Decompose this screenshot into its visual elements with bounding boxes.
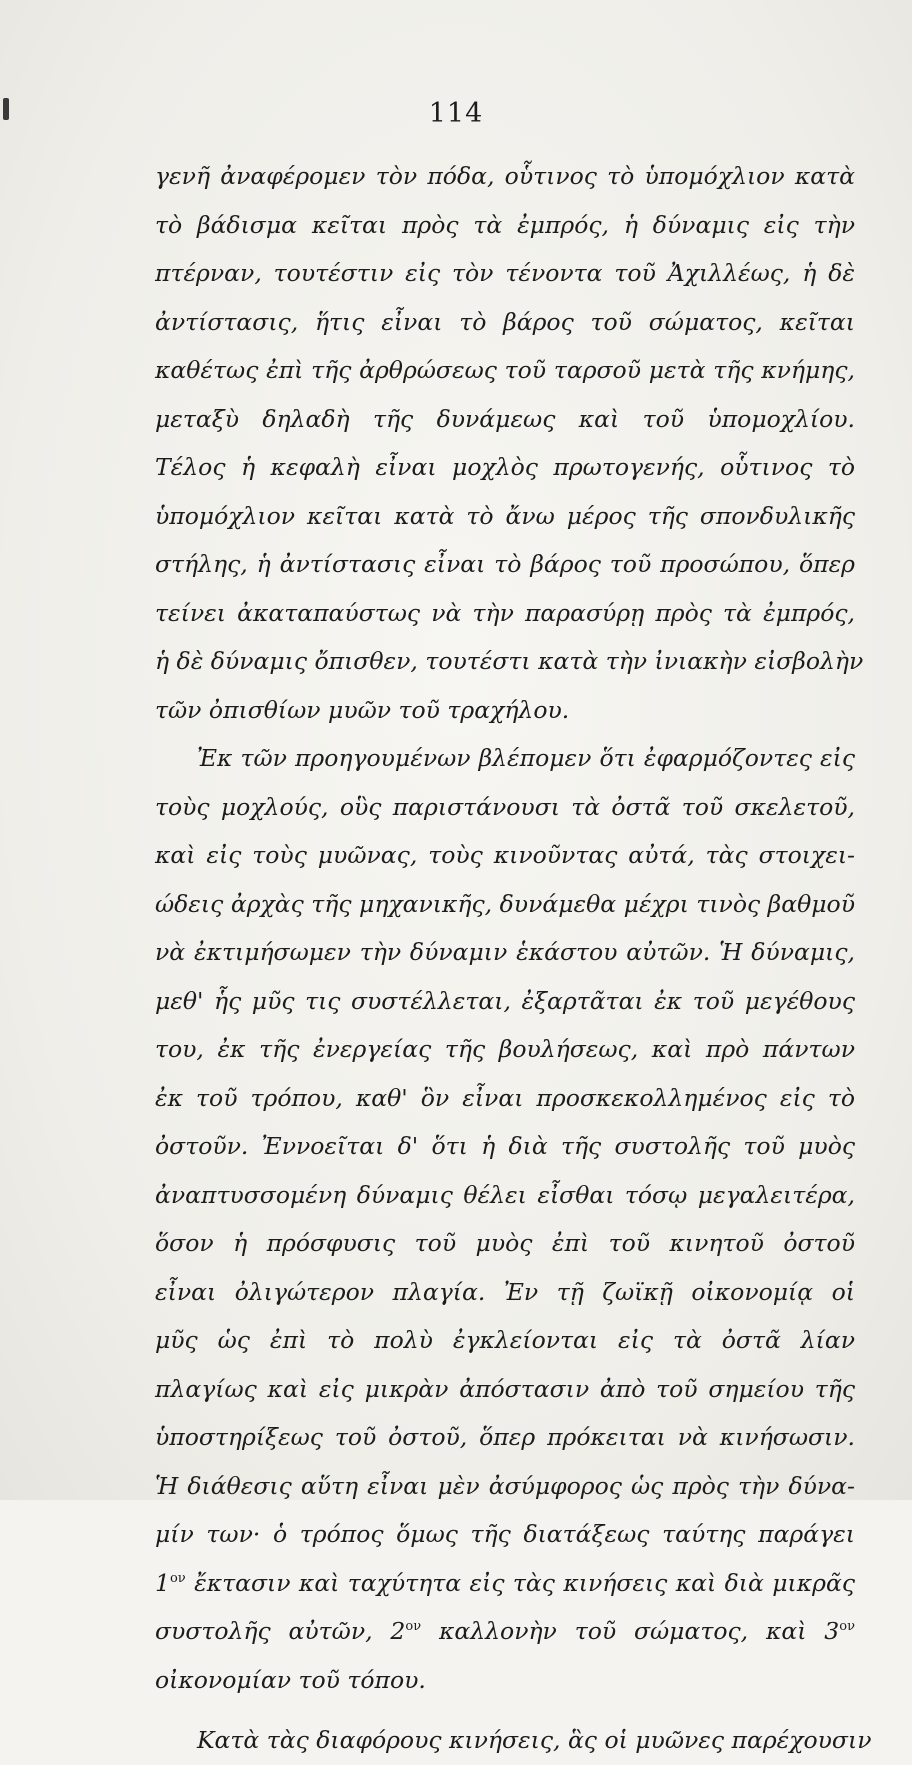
text-line: ὑποστηρίξεως τοῦ ὀστοῦ, ὅπερ πρόκειται νὰ κινήσωσιν. <box>155 1423 855 1451</box>
text-line: μεταξὺ δηλαδὴ τῆς δυνάμεως καὶ τοῦ ὑπομοχλίου. <box>155 404 855 433</box>
text-line: ὑπομόχλιον κεῖται κατὰ τὸ ἄνω μέρος τῆς σπονδυλικῆς <box>155 501 855 530</box>
text-line-ordinal-2-3 <box>155 1607 855 1656</box>
text-line: πτέρναν, τουτέστιν εἰς τὸν τένοντα τοῦ Ἀχιλλέως, ἡ δὲ <box>155 259 855 287</box>
text-line: μεθ' ἧς μῦς τις συστέλλεται, ἐξαρτᾶται ἐκ τοῦ μεγέθους <box>155 986 855 1015</box>
text-line: καθέτως ἐπὶ τῆς ἀρθρώσεως τοῦ ταρσοῦ μετὰ τῆς κνήμης, <box>155 356 855 384</box>
text-line: στήλης, ἡ ἀντίστασις εἶναι τὸ βάρος τοῦ προσώπου, ὅπερ <box>155 550 855 578</box>
text-line: πλαγίως καὶ εἰς μικρὰν ἀπόστασιν ἀπὸ τοῦ σημείου τῆς <box>155 1374 855 1403</box>
text-line: ἀντίστασις, ἥτις εἶναι τὸ βάρος τοῦ σώματος, κεῖται <box>155 307 855 336</box>
ordinal-number: 1 <box>155 1568 170 1597</box>
page-number: 114 <box>428 98 484 129</box>
text-line: εἶναι ὀλιγώτερον πλαγία. Ἐν τῇ ζωϊκῇ οἰκονομίᾳ οἱ <box>155 1277 855 1306</box>
text-line-ordinal-1 <box>155 1559 855 1608</box>
ordinal-suffix: ον <box>839 1619 855 1634</box>
text-line: ὀστοῦν. Ἐννοεῖται δ' ὅτι ἡ διὰ τῆς συστολῆς τοῦ μυὸς <box>155 1132 855 1160</box>
ordinal-suffix: ον <box>405 1619 422 1634</box>
paragraph-start-line: Ἐκ τῶν προηγουμένων βλέπομεν ὅτι ἐφαρμόζοντες εἰς <box>197 744 855 772</box>
text-line: ἡ δὲ δύναμις ὄπισθεν, τουτέστι κατὰ τὴν ἰνιακὴν εἰσβολὴν <box>155 647 864 675</box>
text-line: τοὺς μοχλούς, οὓς παριστάνουσι τὰ ὀστᾶ τοῦ σκελετοῦ, <box>155 792 855 821</box>
line-text: καλλονὴν τοῦ σώματος, καὶ 3 <box>421 1617 840 1645</box>
text-line: τῶν ὀπισθίων μυῶν τοῦ τραχήλου. <box>155 695 570 724</box>
body-text <box>155 152 872 1765</box>
text-line: τὸ βάδισμα κεῖται πρὸς τὰ ἐμπρός, ἡ δύναμις εἰς τὴν <box>155 210 855 239</box>
text-line: τείνει ἀκαταπαύστως νὰ τὴν παρασύρῃ πρὸς τὰ ἐμπρός, <box>155 598 855 627</box>
text-line: μίν των· ὁ τρόπος ὅμως τῆς διατάξεως ταύτης παράγει <box>155 1520 855 1548</box>
text-line: γενῆ ἀναφέρομεν τὸν πόδα, οὗτινος τὸ ὑπομόχλιον κατὰ <box>155 162 855 190</box>
text-line: Ἡ διάθεσις αὕτη εἶναι μὲν ἀσύμφορος ὡς πρὸς τὴν δύνα- <box>155 1471 855 1500</box>
text-line: μῦς ὡς ἐπὶ τὸ πολὺ ἐγκλείονται εἰς τὰ ὀστᾶ λίαν <box>155 1326 855 1354</box>
paragraph-start-line: Κατὰ τὰς διαφόρους κινήσεις, ἃς οἱ μυῶνες παρέχουσιν <box>197 1726 872 1754</box>
text-line: ὅσον ἡ πρόσφυσις τοῦ μυὸς ἐπὶ τοῦ κινητοῦ ὀστοῦ <box>155 1229 855 1257</box>
text-line: του, ἐκ τῆς ἐνεργείας τῆς βουλήσεως, καὶ πρὸ πάντων <box>155 1035 855 1063</box>
text-line: ἐκ τοῦ τρόπου, καθ' ὃν εἶναι προσκεκολλημένος εἰς τὸ <box>155 1083 855 1112</box>
line-text: ἔκτασιν καὶ ταχύτητα εἰς τὰς κινήσεις καὶ διὰ μικρᾶς <box>185 1568 855 1597</box>
text-line: νὰ ἐκτιμήσωμεν τὴν δύναμιν ἑκάστου αὐτῶν. Ἡ δύναμις, <box>155 938 855 966</box>
text-line: ἀναπτυσσομένη δύναμις θέλει εἶσθαι τόσῳ μεγαλειτέρα, <box>155 1180 855 1209</box>
text-line: καὶ εἰς τοὺς μυῶνας, τοὺς κινοῦντας αὐτά, τὰς στοιχει- <box>155 841 855 869</box>
text-line: ώδεις ἀρχὰς τῆς μηχανικῆς, δυνάμεθα μέχρι τινὸς βαθμοῦ <box>155 889 855 918</box>
text-line: Τέλος ἡ κεφαλὴ εἶναι μοχλὸς πρωτογενής, οὗτινος τὸ <box>155 453 855 481</box>
line-text: συστολῆς αὐτῶν, 2 <box>155 1617 406 1645</box>
ordinal-suffix: ον <box>169 1570 186 1586</box>
text-line: οἰκονομίαν τοῦ τόπου. <box>155 1665 426 1694</box>
